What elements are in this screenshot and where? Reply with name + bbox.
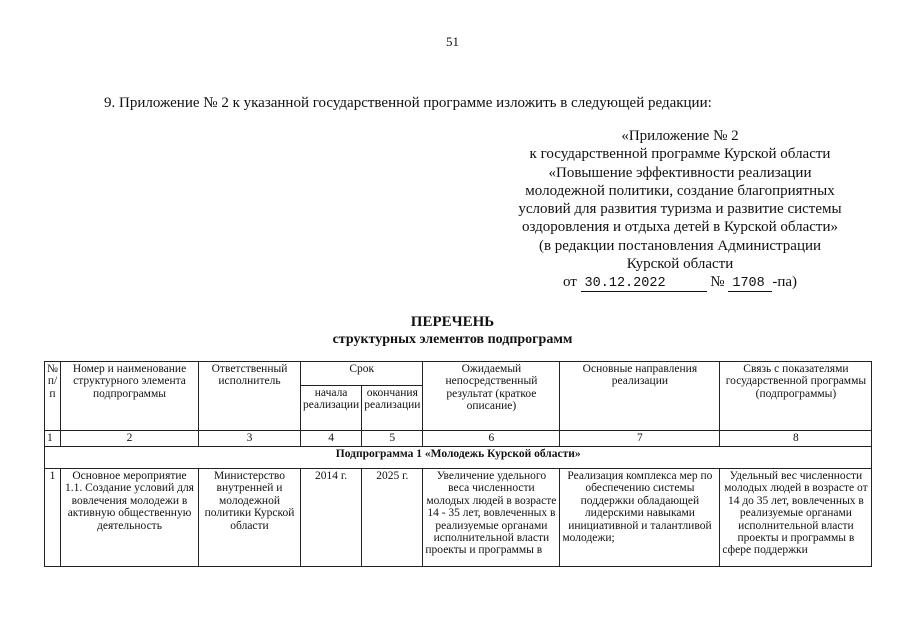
document-title: ПЕРЕЧЕНЬ bbox=[410, 314, 495, 330]
column-number: 8 bbox=[720, 431, 872, 447]
decree-date: 30.12.2022 bbox=[581, 276, 707, 292]
structural-elements-table bbox=[44, 361, 872, 567]
row-start-year: 2014 г. bbox=[301, 469, 362, 567]
number-prefix: № bbox=[710, 274, 725, 291]
row-end-year: 2025 г. bbox=[362, 469, 423, 567]
number-suffix: -па) bbox=[772, 274, 798, 291]
header-term: Срок bbox=[301, 362, 423, 386]
appendix-line: к государственной программе Курской области bbox=[529, 146, 831, 163]
row-directions: Реализация комплекса мер по обеспечению системы поддержки обладающей лидерскими навыками инициативной и талантливой молодежи; bbox=[560, 469, 720, 567]
appendix-line: молодежной политики, создание благоприятных bbox=[525, 182, 835, 199]
appendix-line: условий для развития туризма и развитие системы bbox=[518, 201, 842, 218]
row-result: Увеличение удельного веса численности молодых людей в возрасте 14 - 35 лет, вовлеченных в реализуемые органами исполнительной власти проекты и программы в bbox=[423, 469, 560, 567]
header-result: Ожидаемый непосредственный результат (краткое описание) bbox=[423, 362, 560, 431]
header-directions: Основные направления реализации bbox=[560, 362, 720, 431]
row-element-name: Основное мероприятие 1.1. Создание условий для вовлечения молодежи в активную общественную деятельность bbox=[61, 469, 199, 567]
appendix-line: «Приложение № 2 bbox=[621, 128, 739, 144]
row-executor: Министерство внутренней и молодежной политики Курской области bbox=[199, 469, 301, 567]
column-number: 3 bbox=[199, 431, 301, 447]
column-number: 2 bbox=[61, 431, 199, 447]
row-num: 1 bbox=[45, 469, 61, 567]
column-number: 5 bbox=[362, 431, 423, 447]
column-number: 7 bbox=[560, 431, 720, 447]
table-row bbox=[45, 469, 872, 567]
header-term-end: окончания реализации bbox=[362, 386, 423, 431]
date-prefix: от bbox=[562, 274, 577, 291]
header-term-start: начала реализации bbox=[301, 386, 362, 431]
subprogram-title: Подпрограмма 1 «Молодежь Курской области» bbox=[45, 447, 872, 469]
document-subtitle: структурных элементов подпрограмм bbox=[332, 332, 573, 347]
appendix-line: Курской области bbox=[626, 256, 734, 273]
appendix-line: (в редакции постановления Администрации bbox=[538, 237, 822, 254]
appendix-date-line bbox=[490, 273, 870, 292]
decree-number: 1708 bbox=[728, 276, 772, 292]
appendix-line: оздоровления и отдыха детей в Курской области» bbox=[522, 219, 838, 236]
appendix-header bbox=[490, 127, 870, 292]
page-number: 51 bbox=[446, 34, 459, 49]
header-element-name: Номер и наименование структурного элемента подпрограммы bbox=[61, 362, 199, 431]
header-num: № п/п bbox=[45, 362, 61, 431]
header-executor: Ответственный исполнитель bbox=[199, 362, 301, 431]
column-number: 1 bbox=[45, 431, 61, 447]
amendment-intro-text: 9. Приложение № 2 к указанной государственной программе изложить в следующей редакции: bbox=[104, 95, 712, 111]
column-number: 4 bbox=[301, 431, 362, 447]
appendix-line: «Повышение эффективности реализации bbox=[548, 164, 812, 181]
header-indicator-link: Связь с показателями государственной программы (подпрограммы) bbox=[720, 362, 872, 431]
column-number: 6 bbox=[423, 431, 560, 447]
row-indicator-link: Удельный вес численности молодых людей в возрасте от 14 до 35 лет, вовлеченных в реализуемые органами исполнительной власти проекты и программы в сфере поддержки bbox=[720, 469, 872, 567]
